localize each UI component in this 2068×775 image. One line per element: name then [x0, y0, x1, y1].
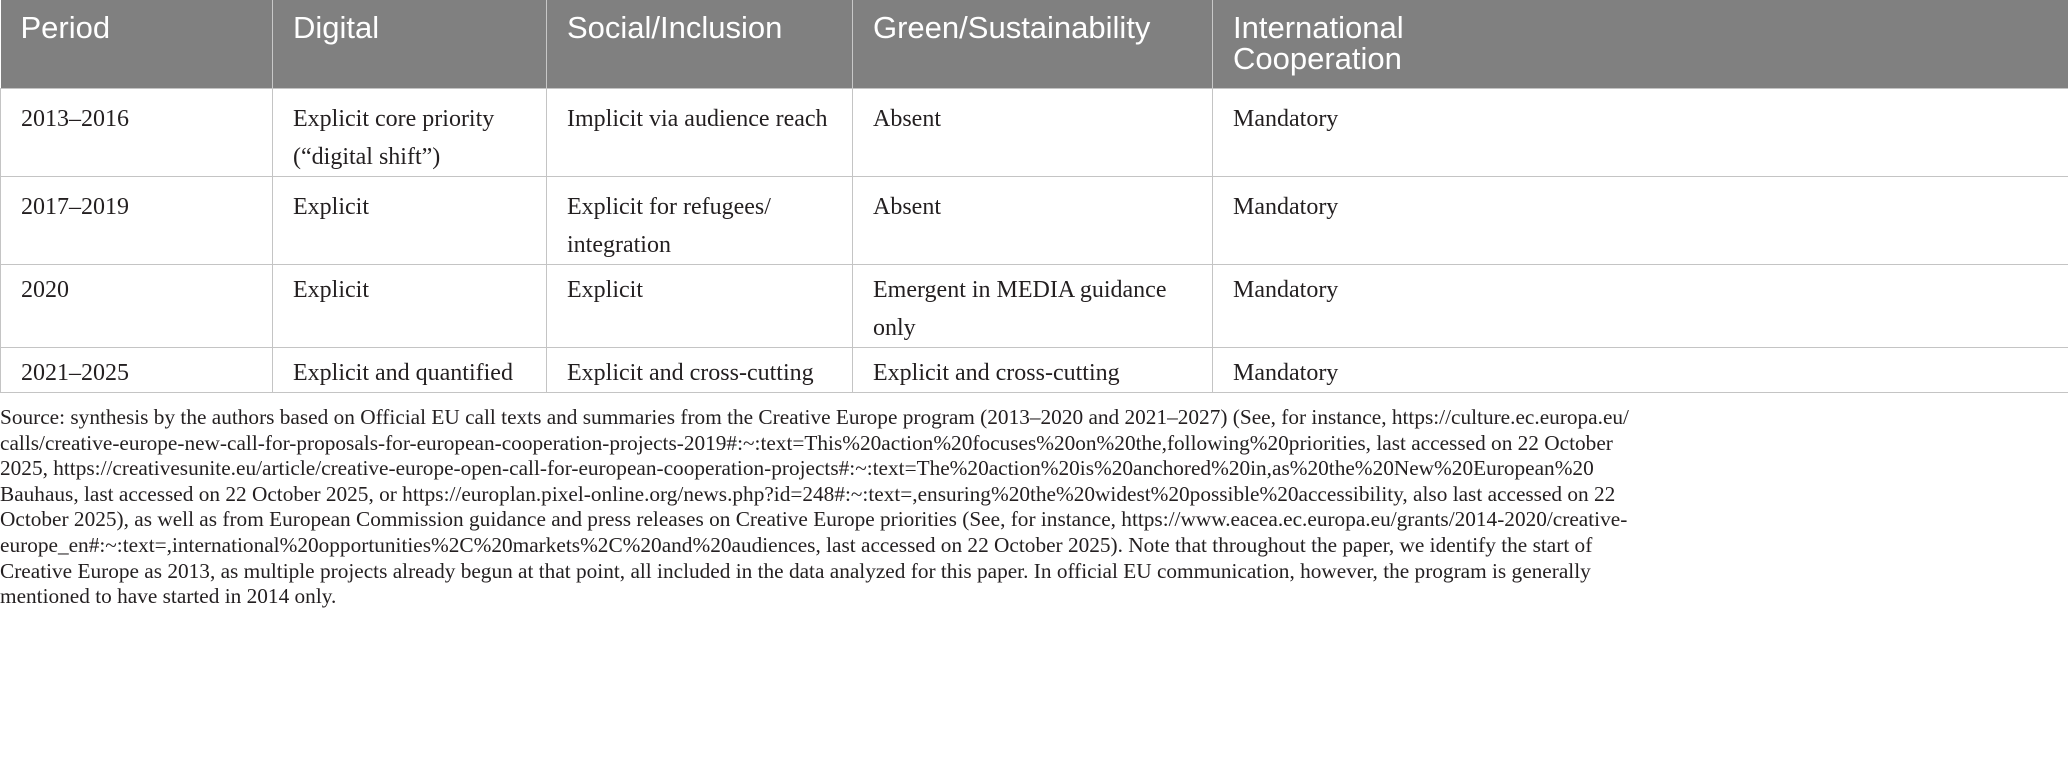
header-digital: Digital [273, 0, 547, 89]
cell-social: Explicit [547, 265, 853, 348]
cell-green: Absent [853, 177, 1213, 265]
cell-social: Explicit for refugees/ integration [547, 177, 853, 265]
footnote-line: calls/creative-europe-new-call-for-proposals-for-european-cooperation-projects-2019#:~:text=This%20action%20focuses%20on%20the,following%20priorities, last accessed on 22 October [0, 430, 1613, 455]
cell-social: Implicit via audience reach [547, 89, 853, 177]
cell-green: Explicit and cross-cutting [853, 348, 1213, 393]
cell-international: Mandatory [1213, 265, 2068, 348]
cell-period: 2021–2025 [1, 348, 273, 393]
cell-digital: Explicit and quantified [273, 348, 547, 393]
header-green-sustainability: Green/Sustainability [853, 0, 1213, 89]
footnote-line: October 2025), as well as from European Commission guidance and press releases on Creative Europe priorities (See, for instance, https://www.eacea.ec.europa.eu/grants/2014-2020/creative- [0, 507, 1628, 532]
cell-green: Emergent in MEDIA guidance only [853, 265, 1213, 348]
cell-international: Mandatory [1213, 177, 2068, 265]
footnote-line: Bauhaus, last accessed on 22 October 2025, or https://europlan.pixel-online.org/news.php?id=248#:~:text=,ensuring%20the%20widest%20possible%20accessibility, also last accessed on 22 [0, 481, 1616, 506]
footnote-line: Creative Europe as 2013, as multiple projects already begun at that point, all included in the data analyzed for this paper. In official EU communication, however, the program is generally [0, 558, 1591, 583]
footnote-line: Source: synthesis by the authors based on Official EU call texts and summaries from the Creative Europe program (2013–2020 and 2021–2027) (See, for instance, https://culture.ec.europa.eu/ [0, 405, 1629, 429]
footnote-line: 2025, https://creativesunite.eu/article/creative-europe-open-call-for-european-cooperation-projects#:~:text=The%20action%20is%20anchored%20in,as%20the%20New%20European%20 [0, 456, 1594, 481]
cell-international: Mandatory [1213, 89, 2068, 177]
table-row [1, 348, 2068, 393]
cell-international: Mandatory [1213, 348, 2068, 393]
table-row [1, 177, 2068, 265]
cell-period: 2017–2019 [1, 177, 273, 265]
header-international-cooperation-label: International Cooperation [1233, 10, 1404, 76]
cell-digital: Explicit [273, 265, 547, 348]
header-period: Period [1, 0, 273, 89]
header-social-inclusion: Social/Inclusion [547, 0, 853, 89]
table-header-row [1, 0, 2068, 89]
table-row [1, 89, 2068, 177]
footnote-line: mentioned to have started in 2014 only. [0, 584, 337, 609]
footnote-line: europe_en#:~:text=,international%20opportunities%2C%20markets%2C%20and%20audiences, last accessed on 22 October 2025). Note that throughout the paper, we identify the start of [0, 532, 1593, 557]
cell-green: Absent [853, 89, 1213, 177]
cell-period: 2020 [1, 265, 273, 348]
table-footnote [0, 393, 2068, 610]
cell-social: Explicit and cross-cutting [547, 348, 853, 393]
table-row [1, 265, 2068, 348]
cell-digital: Explicit core priority (“digital shift”) [273, 89, 547, 177]
cell-period: 2013–2016 [1, 89, 273, 177]
cell-digital: Explicit [273, 177, 547, 265]
header-international-cooperation [1213, 0, 2068, 89]
